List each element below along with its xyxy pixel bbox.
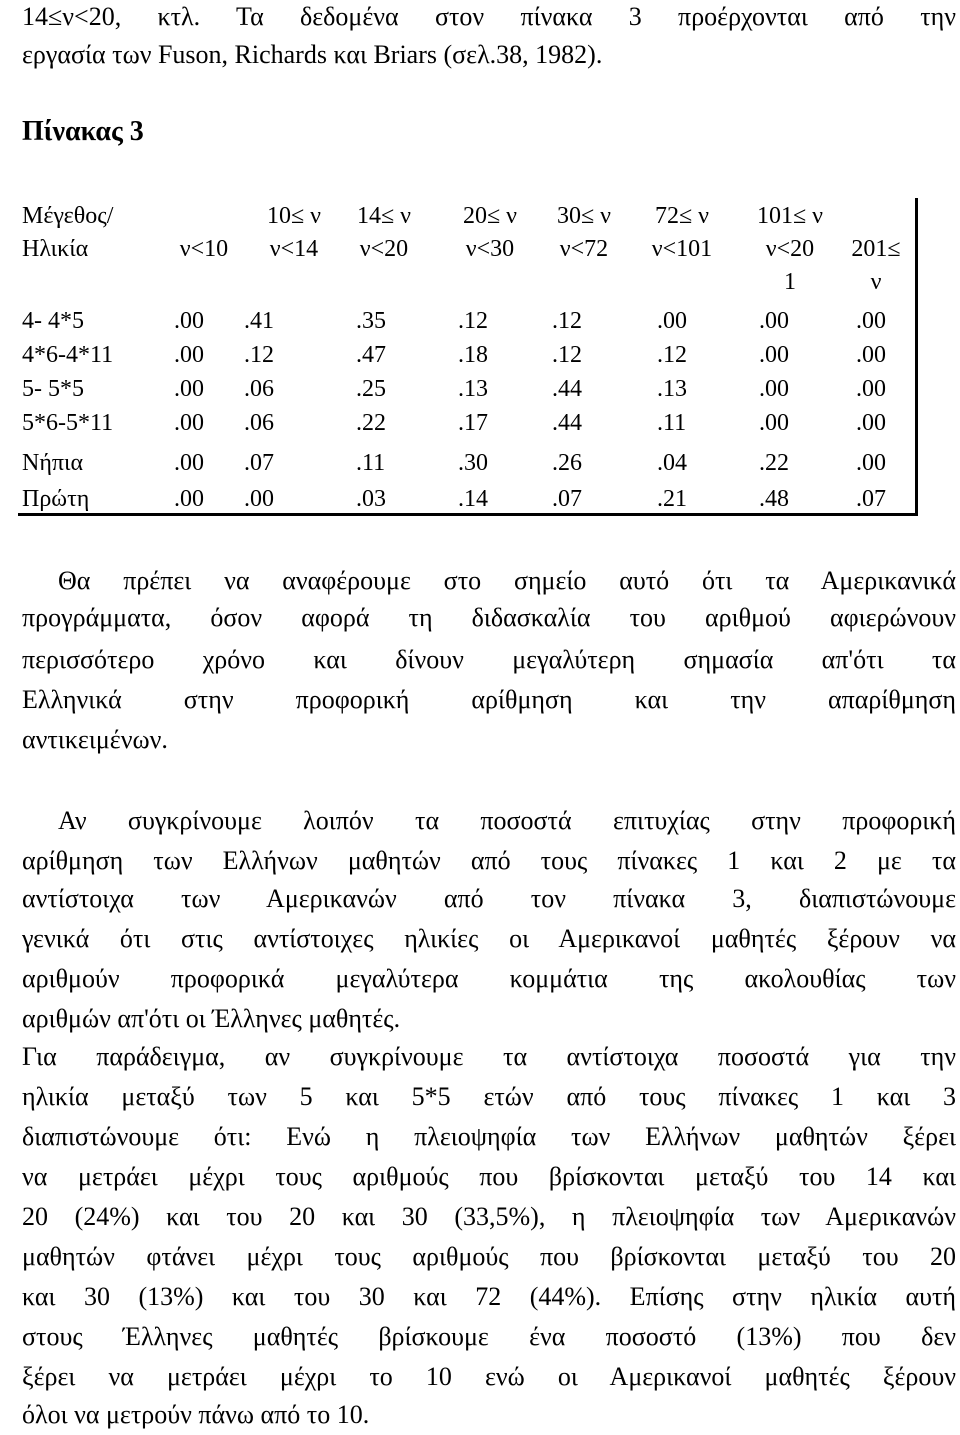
table-cell: .44	[552, 376, 582, 402]
table-cell: .00	[856, 410, 886, 436]
table-cell: .11	[657, 410, 687, 436]
text-line: περισσότερο χρόνο και δίνουν μεγαλύτερη σημασία απ'ότι τα	[22, 645, 956, 674]
table-cell: .00	[174, 486, 204, 512]
table-cell: .14	[458, 486, 488, 512]
text-line: Ελληνικά στην προφορική αρίθμηση και την απαρίθμηση	[22, 685, 956, 714]
header-cell: 10≤ ν ν<14	[266, 203, 322, 262]
table-cell: .00	[759, 342, 789, 368]
table-cell: .00	[759, 308, 789, 334]
table-cell: .48	[759, 486, 789, 512]
table-cell: .00	[174, 450, 204, 476]
row-label: Νήπια	[22, 450, 84, 476]
table-cell: .47	[356, 342, 386, 368]
table-cell: .00	[856, 376, 886, 402]
table-cell: .00	[856, 342, 886, 368]
table-cell: .35	[356, 308, 386, 334]
text-line: αρίθμηση των Ελλήνων μαθητών από τους πίνακες 1 και 2 με τα	[22, 846, 956, 875]
text-line: να μετράει μέχρι τους αριθμούς που βρίσκονται μεταξύ του 14 και	[22, 1162, 956, 1191]
row-label: 5*6-5*11	[22, 410, 114, 436]
table-cell: .03	[356, 486, 386, 512]
header-cell: 201≤ ν	[851, 236, 901, 295]
text-line: 20 (24%) και του 20 και 30 (33,5%), η πλειοψηφία των Αμερικανών	[22, 1202, 956, 1231]
text-line: όλοι να μετρούν πάνω από το 10.	[22, 1400, 370, 1429]
text-line: προγράμματα, όσον αφορά τη διδασκαλία του αριθμού αφιερώνουν	[22, 603, 956, 632]
table-cell: .13	[657, 376, 687, 402]
table-cell: .00	[174, 410, 204, 436]
header-cell: 14≤ ν ν<20	[356, 203, 412, 262]
header-cell: 72≤ ν ν<101	[651, 203, 713, 262]
table-cell: .41	[244, 308, 274, 334]
table-cell: .21	[657, 486, 687, 512]
table-cell: .12	[552, 308, 582, 334]
text-line: γενικά ότι στις αντίστοιχες ηλικίες οι Αμερικανοί μαθητές ξέρουν να	[22, 924, 956, 953]
table-cell: .12	[458, 308, 488, 334]
table-cell: .26	[552, 450, 582, 476]
table-cell: .18	[458, 342, 488, 368]
table-cell: .44	[552, 410, 582, 436]
text-line: ηλικία μεταξύ των 5 και 5*5 ετών από τους πίνακες 1 και 3	[22, 1082, 956, 1111]
intro-line: 14≤ν<20, κτλ. Τα δεδομένα στον πίνακα 3 προέρχονται από την	[22, 2, 956, 31]
row-label: 4*6-4*11	[22, 342, 114, 368]
table-cell: .00	[759, 410, 789, 436]
table-cell: .06	[244, 376, 274, 402]
header-cell: Μέγεθος/ Ηλικία	[22, 203, 114, 262]
table-cell: .12	[552, 342, 582, 368]
table-cell: .13	[458, 376, 488, 402]
table-cell: .00	[174, 308, 204, 334]
row-label: 4- 4*5	[22, 308, 84, 334]
table-cell: .07	[552, 486, 582, 512]
text-line: διαπιστώνουμε ότι: Ενώ η πλειοψηφία των Ελλήνων μαθητών ξέρει	[22, 1122, 956, 1151]
text-line: Για παράδειγμα, αν συγκρίνουμε τα αντίστοιχα ποσοστά για την	[22, 1042, 956, 1071]
table-cell: .25	[356, 376, 386, 402]
table-cell: .00	[856, 308, 886, 334]
table-cell: .07	[856, 486, 886, 512]
text-line: ξέρει να μετράει μέχρι το 10 ενώ οι Αμερικανοί μαθητές ξέρουν	[22, 1362, 956, 1391]
text-line: και 30 (13%) και του 30 και 72 (44%). Επίσης στην ηλικία αυτή	[22, 1282, 956, 1311]
row-label: Πρώτη	[22, 486, 90, 512]
table-cell: .12	[657, 342, 687, 368]
intro-line: εργασία των Fuson, Richards και Briars (σελ.38, 1982).	[22, 40, 603, 69]
text-line: αριθμών απ'ότι οι Έλληνες μαθητές.	[22, 1004, 401, 1033]
table-cell: .12	[244, 342, 274, 368]
header-cell: 20≤ ν ν<30	[462, 203, 518, 262]
header-cell: 101≤ ν ν<20 1	[756, 203, 824, 295]
table-cell: .22	[759, 450, 789, 476]
table-cell: .07	[244, 450, 274, 476]
table-cell: .30	[458, 450, 488, 476]
table-cell: .00	[759, 376, 789, 402]
text-line: Αν συγκρίνουμε λοιπόν τα ποσοστά επιτυχίας στην προφορική	[58, 806, 956, 835]
table-cell: .00	[244, 486, 274, 512]
table-cell: .22	[356, 410, 386, 436]
table-cell: .11	[356, 450, 386, 476]
table-title: Πίνακας 3	[22, 116, 144, 147]
text-line: αριθμούν προφορικά μεγαλύτερα κομμάτια της ακολουθίας των	[22, 964, 956, 993]
table-cell: .00	[856, 450, 886, 476]
text-line: στους Έλληνες μαθητές βρίσκουμε ένα ποσοστό (13%) που δεν	[22, 1322, 956, 1351]
table-cell: .04	[657, 450, 687, 476]
table-cell: .00	[657, 308, 687, 334]
text-line: αντικειμένων.	[22, 725, 168, 754]
table-cell: .17	[458, 410, 488, 436]
table-cell: .00	[174, 376, 204, 402]
table-cell: .06	[244, 410, 274, 436]
table-cell: .00	[174, 342, 204, 368]
header-cell: ν<10	[179, 236, 229, 262]
text-line: μαθητών φτάνει μέχρι τους αριθμούς που βρίσκονται μεταξύ του 20	[22, 1242, 956, 1271]
row-label: 5- 5*5	[22, 376, 84, 402]
text-line: Θα πρέπει να αναφέρουμε στο σημείο αυτό ότι τα Αμερικανικά	[58, 566, 956, 595]
text-line: αντίστοιχα των Αμερικανών από τον πίνακα 3, διαπιστώνουμε	[22, 884, 956, 913]
header-cell: 30≤ ν ν<72	[556, 203, 612, 262]
